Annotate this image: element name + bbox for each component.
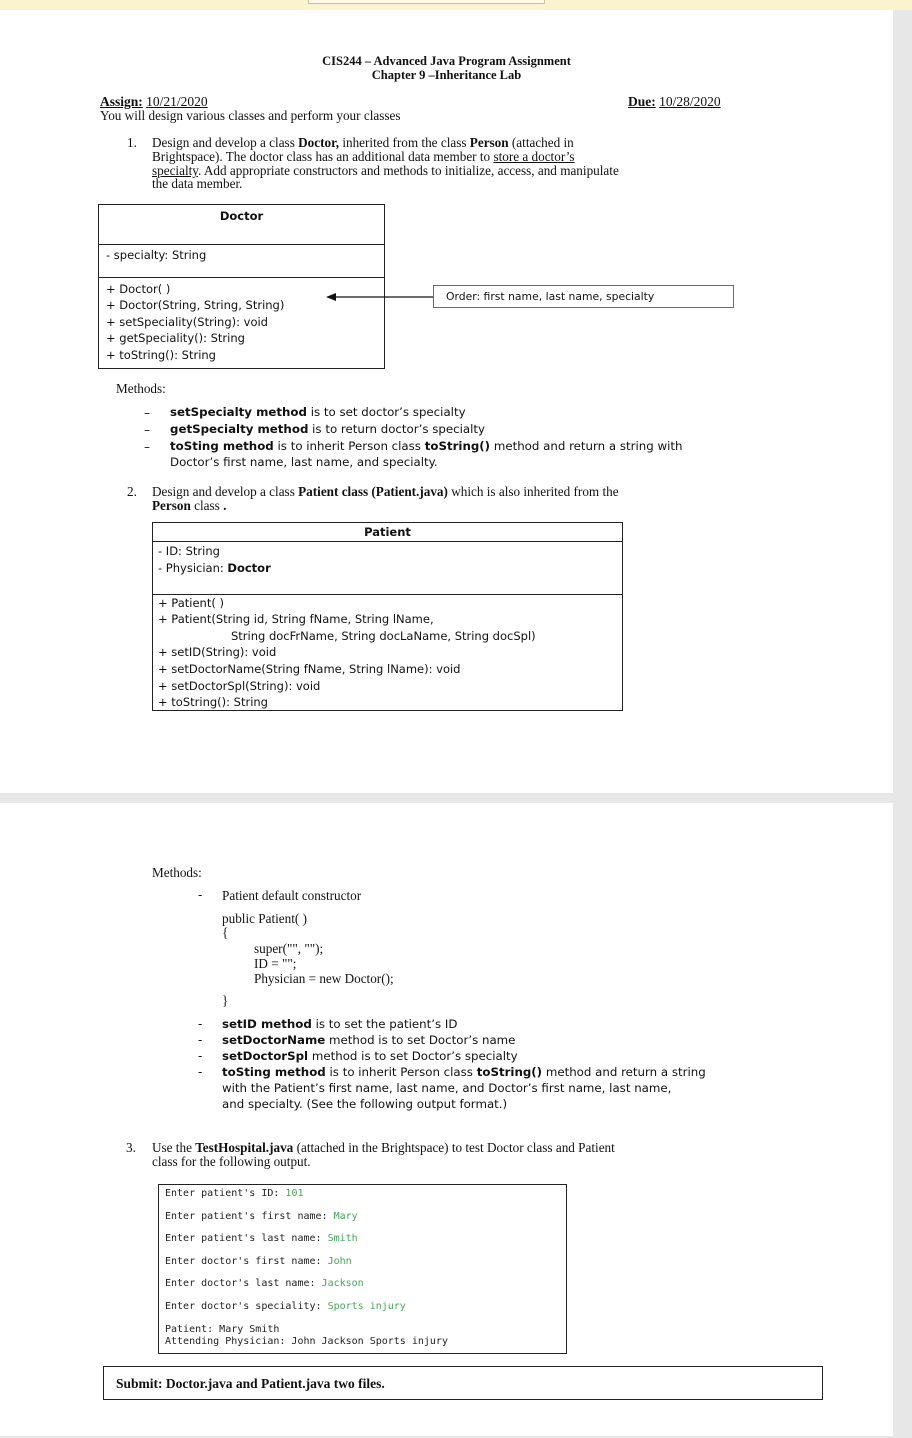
dash-bullet: –	[144, 423, 150, 437]
code-line: {	[222, 925, 229, 940]
doctor-uml-divider-2	[99, 277, 384, 278]
item2-line2: Person class .	[152, 498, 227, 513]
default-constructor-caption: Patient default constructor	[222, 888, 362, 903]
viewer-top-bar	[0, 0, 912, 10]
item1-line1: Design and develop a class Doctor, inherited from the class Person (attached in	[152, 135, 574, 150]
console-output-line: Patient: Mary Smith	[165, 1324, 280, 1335]
intro-text: You will design various classes and perform your classes	[100, 108, 401, 123]
item3-line2: class for the following output.	[152, 1154, 311, 1169]
doctor-method: + toString(): String	[106, 348, 216, 362]
code-line: ID = "";	[254, 956, 297, 971]
dash-bullet: -	[198, 1065, 203, 1079]
dash-bullet: -	[198, 1033, 203, 1047]
console-line: Enter doctor's last name: Jackson	[165, 1278, 364, 1289]
methods1-item-3: toSting method is to inherit Person class toString() method and return a string with	[170, 439, 683, 453]
methods2-item-4-cont: with the Patient’s first name, last name, and Doctor’s first name, last name,	[222, 1081, 672, 1095]
console-line: Enter doctor's speciality: Sports injury	[165, 1301, 406, 1312]
dash-bullet: –	[144, 406, 150, 420]
doctor-attribute: - specialty: String	[106, 248, 207, 262]
assign-label: Assign:	[100, 94, 143, 109]
console-line: Enter patient's ID: 101	[165, 1188, 304, 1199]
methods2-item-4: toSting method is to inherit Person class toString() method and return a string	[222, 1065, 706, 1079]
patient-attribute: - ID: String	[158, 544, 220, 558]
dash-bullet: -	[198, 888, 203, 902]
console-line: Enter patient's last name: Smith	[165, 1233, 358, 1244]
console-line: Enter doctor's first name: John	[165, 1256, 352, 1267]
doctor-class-name: Doctor	[219, 209, 264, 223]
console-output-line: Attending Physician: John Jackson Sports injury	[165, 1336, 448, 1347]
item3-number: 3.	[126, 1140, 136, 1155]
assign-date: 10/21/2020	[146, 94, 208, 109]
doctor-method: + Doctor(String, String, String)	[106, 298, 285, 312]
dash-bullet: –	[144, 440, 150, 454]
note-arrow	[325, 290, 440, 304]
methods2-heading: Methods:	[152, 865, 202, 880]
code-line: Physician = new Doctor();	[254, 971, 394, 986]
dash-bullet: -	[198, 1017, 203, 1031]
patient-attribute: - Physician: Doctor	[158, 561, 271, 575]
due-date-line	[628, 94, 721, 110]
doc-title-line2: Chapter 9 –Inheritance Lab	[371, 68, 522, 82]
doctor-method: + setSpeciality(String): void	[106, 315, 268, 329]
item2-number: 2.	[127, 484, 137, 499]
code-line: }	[222, 993, 229, 1008]
item3-line1: Use the TestHospital.java (attached in the Brightspace) to test Doctor class and Patient	[152, 1140, 615, 1155]
patient-method-cont: String docFrName, String docLaName, String docSpl)	[231, 629, 536, 643]
console-output-box	[158, 1184, 567, 1354]
item2-line1: Design and develop a class Patient class (Patient.java) which is also inherited from the	[152, 484, 619, 499]
submit-text: Submit: Doctor.java and Patient.java two files.	[116, 1376, 385, 1391]
doctor-uml-box	[98, 204, 385, 369]
patient-method: + Patient(String id, String fName, String lName,	[158, 612, 434, 626]
item1-number: 1.	[127, 135, 137, 150]
doc-title-line1: CIS244 – Advanced Java Program Assignment	[322, 54, 571, 68]
dash-bullet: -	[198, 1049, 203, 1063]
patient-uml-divider-1	[153, 541, 622, 542]
methods2-item-3: setDoctorSpl method is to set Doctor’s specialty	[222, 1049, 518, 1063]
patient-method: + setID(String): void	[158, 645, 277, 659]
item1-line3: specialty. Add appropriate constructors and methods to initialize, access, and manipulate	[152, 163, 619, 178]
due-label: Due:	[628, 94, 656, 109]
methods1-item-3-cont: Doctor’s first name, last name, and specialty.	[170, 455, 438, 469]
document-page-2	[0, 803, 893, 1436]
constructor-order-note	[433, 285, 734, 308]
item1-line2: Brightspace). The doctor class has an additional data member to store a doctor’s	[152, 149, 575, 164]
methods1-heading: Methods:	[116, 381, 166, 396]
code-line: super("", "");	[254, 941, 324, 956]
patient-method: + toString(): String	[158, 695, 268, 709]
console-line: Enter patient's first name: Mary	[165, 1211, 358, 1222]
patient-method: + Patient( )	[158, 596, 224, 610]
methods2-item-1: setID method is to set the patient’s ID	[222, 1017, 458, 1031]
methods2-item-4-cont: and specialty. (See the following output format.)	[222, 1097, 508, 1111]
submit-box	[103, 1366, 823, 1400]
methods1-item-2: getSpecialty method is to return doctor’s specialty	[170, 422, 486, 436]
viewer-tab	[308, 0, 545, 4]
constructor-order-text: Order: first name, last name, specialty	[446, 290, 655, 303]
patient-class-name: Patient	[364, 525, 411, 539]
patient-method: + setDoctorSpl(String): void	[158, 679, 321, 693]
code-line: public Patient( )	[222, 911, 307, 926]
due-date: 10/28/2020	[659, 94, 721, 109]
doctor-method: + getSpeciality(): String	[106, 331, 245, 345]
doctor-method: + Doctor( )	[106, 282, 171, 296]
doctor-uml-divider-1	[99, 244, 384, 245]
item1-line4: the data member.	[152, 176, 243, 191]
patient-method: + setDoctorName(String fName, String lName): void	[158, 662, 461, 676]
methods2-item-2: setDoctorName method is to set Doctor’s name	[222, 1033, 516, 1047]
methods1-item-1: setSpecialty method is to set doctor’s specialty	[170, 405, 466, 419]
patient-uml-box	[152, 522, 623, 711]
document-page-1	[0, 10, 893, 793]
